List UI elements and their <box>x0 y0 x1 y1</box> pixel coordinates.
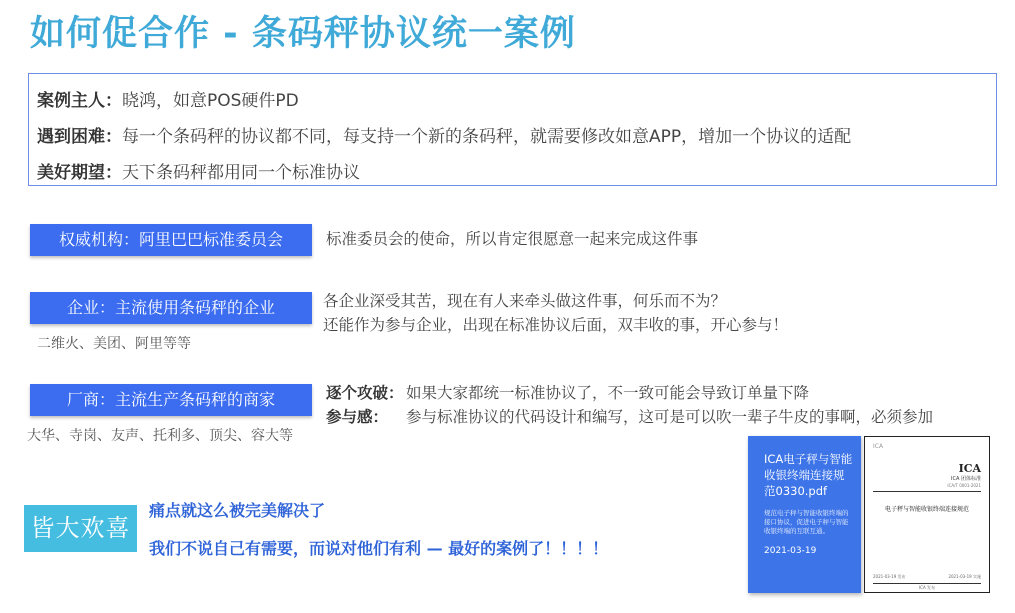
enterprise-button: 企业：主流使用条码秤的企业 <box>30 292 312 324</box>
case-owner-row <box>37 83 996 119</box>
case-info-box <box>28 73 997 186</box>
case-owner-label: 案例主人： <box>37 91 122 111</box>
pdf-file-summary: 规范电子秤与智能收银终端的接口协议，促进电子秤与智能收银终端的互联互通。 <box>764 509 849 535</box>
case-problem-label: 遇到困难： <box>37 127 122 147</box>
result-line2: 我们不说自己有需要，而说对他们有利 — 最好的案例了！！！！ <box>149 539 609 558</box>
case-owner-value: 晓鸿，如意POS硬件PD <box>122 91 299 111</box>
doc-logo: ICA <box>873 443 884 450</box>
enterprise-sub: 二维火、美团、阿里等等 <box>37 336 191 352</box>
vendor-label1: 逐个攻破： <box>326 384 404 402</box>
doc-publisher: ICA 发布 <box>919 585 935 590</box>
result-badge: 皆大欢喜 <box>24 505 137 552</box>
case-hope-row <box>37 155 996 191</box>
vendor-button: 厂商：主流生产条码秤的商家 <box>30 384 312 416</box>
authority-button: 权威机构：阿里巴巴标准委员会 <box>30 224 312 256</box>
vendor-desc <box>326 381 933 429</box>
vendor-desc-line2 <box>326 405 933 429</box>
vendor-text1: 如果大家都统一标准协议了，不一致可能会导致订单量下降 <box>406 384 810 402</box>
standard-document-preview[interactable] <box>864 436 990 593</box>
doc-effective-date: 2021-03-19 实施 <box>948 574 981 579</box>
enterprise-desc-line2: 还能作为参与企业，出现在标准协议后面，双丰收的事，开心参与！ <box>323 316 789 334</box>
pdf-file-thumbnail[interactable] <box>748 436 861 593</box>
case-hope-value: 天下条码秤都用同一个标准协议 <box>122 163 360 183</box>
doc-number: ICA/T 0001-2021 <box>947 483 981 488</box>
enterprise-desc-line1: 各企业深受其苦，现在有人来牵头做这件事，何乐而不为？ <box>323 292 727 310</box>
pdf-file-date: 2021-03-19 <box>764 546 817 556</box>
vendor-sub: 大华、寺岗、友声、托利多、顶尖、容大等 <box>27 428 293 444</box>
page-title: 如何促合作 - 条码秤协议统一案例 <box>30 14 576 54</box>
vendor-text2: 参与标准协议的代码设计和编写，这可是可以吹一辈子牛皮的事啊，必须参加 <box>406 408 934 426</box>
enterprise-desc <box>323 289 788 337</box>
doc-divider <box>873 491 981 492</box>
pdf-file-title: ICA电子秤与智能收银终端连接规范0330.pdf <box>764 452 853 498</box>
doc-body-title: 电子秤与智能收银终端连接规范 <box>884 506 969 513</box>
case-problem-value: 每一个条码秤的协议都不同，每支持一个新的条码秤，就需要修改如意APP，增加一个协议的适配 <box>122 127 852 147</box>
vendor-label2: 参与感： <box>326 408 389 426</box>
doc-publish-date: 2021-03-19 发布 <box>873 574 906 579</box>
doc-header: ICA <box>958 462 981 475</box>
authority-desc: 标准委员会的使命，所以肯定很愿意一起来完成这件事 <box>326 230 699 248</box>
vendor-desc-line1 <box>326 381 933 405</box>
case-hope-label: 美好期望： <box>37 163 122 183</box>
doc-footer-divider <box>873 583 981 584</box>
result-line1: 痛点就这么被完美解决了 <box>149 501 326 520</box>
doc-header-sub: ICA 团体标准 <box>951 476 981 482</box>
case-problem-row <box>37 119 996 155</box>
